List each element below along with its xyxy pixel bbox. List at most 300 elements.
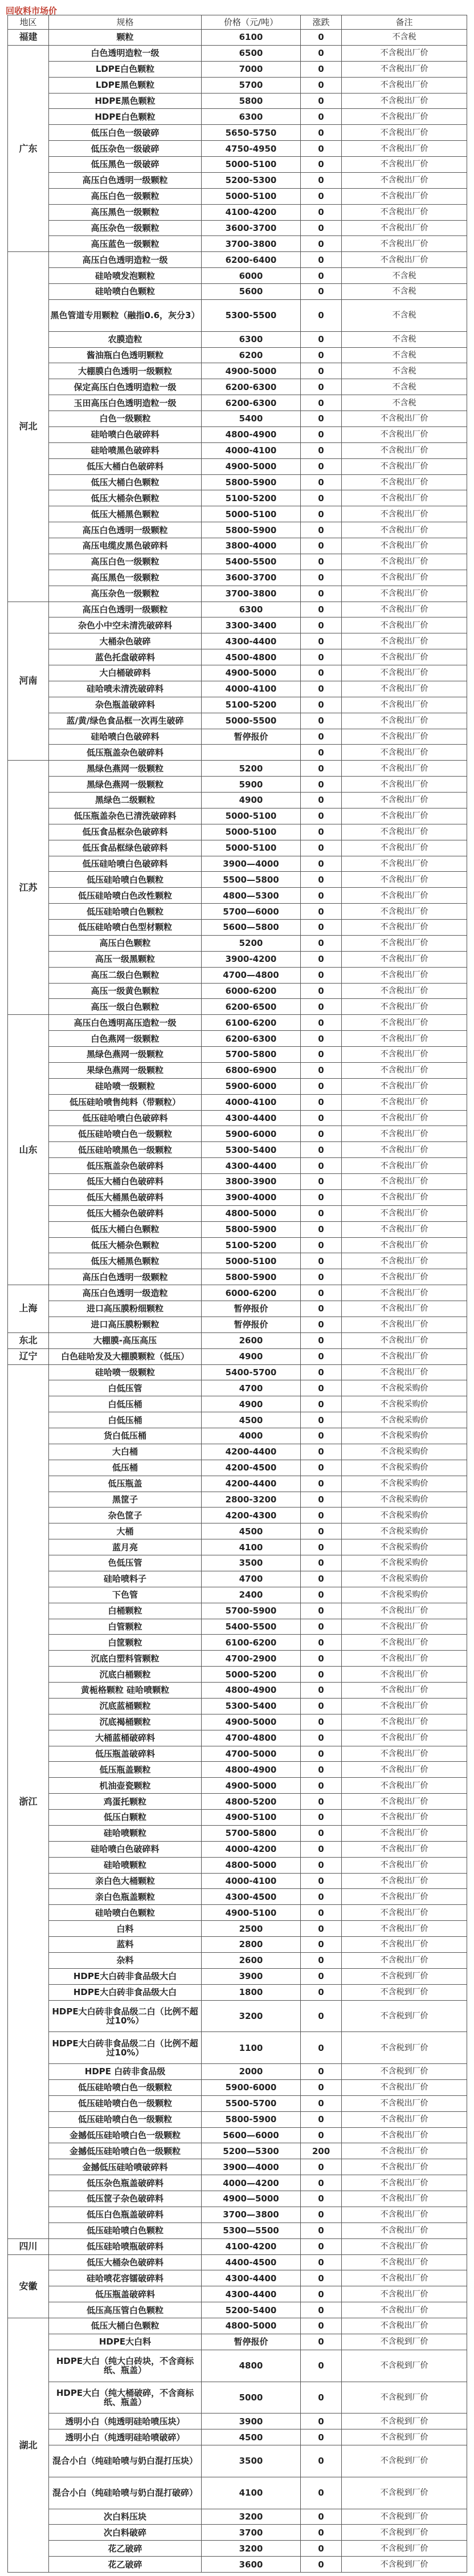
change-cell: 0 xyxy=(301,1746,342,1762)
table-row xyxy=(8,458,467,474)
change-cell: 0 xyxy=(301,1523,342,1539)
price-cell: 4800-4900 xyxy=(202,1762,301,1778)
change-cell: 0 xyxy=(301,1221,342,1237)
price-cell: 6300 xyxy=(202,109,301,125)
spec-cell: 果绿色燕网一级颗粒 xyxy=(49,1062,202,1078)
note-cell: 不含税到厂价 xyxy=(342,2334,467,2350)
spec-cell: 机油壶瓷颗粒 xyxy=(49,1778,202,1794)
table-row xyxy=(8,2127,467,2143)
spec-cell: 低压硅哈喷白色破碎料 xyxy=(49,856,202,872)
change-cell: 0 xyxy=(301,1810,342,1826)
spec-cell: 高压白色透明一级造粒 xyxy=(49,1285,202,1301)
change-cell: 0 xyxy=(301,141,342,157)
price-cell: 5000-5100 xyxy=(202,824,301,840)
table-row xyxy=(8,681,467,697)
table-row xyxy=(8,1921,467,1937)
header-spec: 规格 xyxy=(49,15,202,30)
price-cell: 暂停报价 xyxy=(202,2334,301,2350)
note-cell: 不含税出厂价 xyxy=(342,697,467,713)
note-cell: 不含税采购价 xyxy=(342,1539,467,1555)
spec-cell: 杂色瓶盖破碎料 xyxy=(49,697,202,713)
spec-cell: 黑绿色燕网一级颗粒 xyxy=(49,777,202,793)
spec-cell: 低压杂色一级破碎 xyxy=(49,141,202,157)
spec-cell: 高压电缆皮黑色破碎料 xyxy=(49,538,202,554)
change-cell: 0 xyxy=(301,856,342,872)
price-cell: 3500 xyxy=(202,2445,301,2477)
change-cell: 0 xyxy=(301,1047,342,1063)
change-cell: 0 xyxy=(301,888,342,904)
table-row xyxy=(8,2414,467,2429)
table-row xyxy=(8,1031,467,1047)
note-cell: 不含税出厂价 xyxy=(342,617,467,633)
change-cell: 0 xyxy=(301,1205,342,1221)
spec-cell: 低压瓶盖颗粒 xyxy=(49,1762,202,1778)
table-row xyxy=(8,1380,467,1396)
change-cell: 0 xyxy=(301,1683,342,1699)
note-cell: 不含税出厂价 xyxy=(342,61,467,77)
price-cell: 5900-6000 xyxy=(202,1126,301,1142)
note-cell: 不含税出厂价 xyxy=(342,1730,467,1746)
note-cell: 不含税出厂价 xyxy=(342,2270,467,2286)
table-row xyxy=(8,2541,467,2557)
spec-cell: 低压瓶盖杂色破碎料 xyxy=(49,745,202,761)
price-cell: 4500 xyxy=(202,1523,301,1539)
header-row xyxy=(8,15,467,30)
table-row xyxy=(8,77,467,93)
note-cell: 不含税出厂价 xyxy=(342,411,467,427)
change-cell: 0 xyxy=(301,1889,342,1905)
spec-cell: 次白料破碎 xyxy=(49,2525,202,2541)
spec-cell: HDPE黑色颗粒 xyxy=(49,93,202,109)
note-cell: 不含税出厂价 xyxy=(342,490,467,506)
price-cell: 5500-5700 xyxy=(202,2095,301,2111)
note-cell: 不含税出厂价 xyxy=(342,1794,467,1810)
change-cell: 0 xyxy=(301,1635,342,1651)
spec-cell: 沉底白塑料管颗粒 xyxy=(49,1651,202,1667)
price-cell: 4900 xyxy=(202,793,301,808)
spec-cell: 高压白色透明一级颗粒 xyxy=(49,602,202,617)
note-cell: 不含税出厂价 xyxy=(342,252,467,268)
spec-cell: 色低压管 xyxy=(49,1555,202,1571)
spec-cell: 次白料压块 xyxy=(49,2509,202,2525)
change-cell: 0 xyxy=(301,2064,342,2080)
change-cell: 0 xyxy=(301,808,342,824)
table-row xyxy=(8,506,467,522)
change-cell: 0 xyxy=(301,2079,342,2095)
note-cell: 不含税到厂价 xyxy=(342,2064,467,2080)
note-cell: 不含税出厂价 xyxy=(342,920,467,936)
spec-cell: 农膜造粒 xyxy=(49,331,202,347)
spec-cell: 大桶杂色破碎 xyxy=(49,633,202,649)
table-row xyxy=(8,1905,467,1921)
table-row xyxy=(8,951,467,967)
note-cell: 不含税出厂价 xyxy=(342,2191,467,2207)
price-cell: 6200-6300 xyxy=(202,1031,301,1047)
note-cell: 不含税采购价 xyxy=(342,1476,467,1492)
price-cell: 6500 xyxy=(202,45,301,61)
table-row xyxy=(8,2175,467,2191)
change-cell: 0 xyxy=(301,1444,342,1460)
change-cell: 0 xyxy=(301,1348,342,1364)
note-cell: 不含税出厂价 xyxy=(342,2111,467,2127)
spec-cell: 大棚膜-高压高压 xyxy=(49,1332,202,1348)
table-row xyxy=(8,2143,467,2159)
price-cell: 3700-3800 xyxy=(202,236,301,252)
note-cell: 不含税 xyxy=(342,395,467,411)
price-cell: 5000-5500 xyxy=(202,713,301,729)
change-cell: 0 xyxy=(301,363,342,379)
table-row xyxy=(8,1412,467,1428)
spec-cell: 硅哈喷料子 xyxy=(49,1571,202,1587)
table-row xyxy=(8,761,467,777)
price-cell: 5000-5100 xyxy=(202,188,301,204)
note-cell: 不含税到厂价 xyxy=(342,1984,467,2000)
table-row xyxy=(8,1794,467,1810)
spec-cell: 大白桶 xyxy=(49,1444,202,1460)
note-cell: 不含税出厂价 xyxy=(342,1364,467,1380)
spec-cell: 高压白色透明造粒一级 xyxy=(49,252,202,268)
price-cell: 4000-4100 xyxy=(202,442,301,458)
spec-cell: 低压瓶盖杂色破碎料 xyxy=(49,1158,202,1174)
note-cell: 不含税出厂价 xyxy=(342,1841,467,1857)
table-row xyxy=(8,2207,467,2222)
table-row xyxy=(8,2350,467,2382)
price-cell: 3600 xyxy=(202,2557,301,2573)
spec-cell: 金撼低压硅哈喷白色一级颗粒 xyxy=(49,2127,202,2143)
table-row xyxy=(8,1444,467,1460)
price-cell: 4000-4100 xyxy=(202,1873,301,1889)
table-row xyxy=(8,1158,467,1174)
price-cell: 6000 xyxy=(202,268,301,284)
change-cell: 0 xyxy=(301,204,342,220)
price-cell: 4900—5000 xyxy=(202,2191,301,2207)
note-cell: 不含税出厂价 xyxy=(342,824,467,840)
price-cell: 5400-5500 xyxy=(202,554,301,570)
table-row xyxy=(8,268,467,284)
spec-cell: 高压二级白色颗粒 xyxy=(49,967,202,983)
spec-cell: 低压硅哈喷白色改性颗粒 xyxy=(49,888,202,904)
price-cell: 5100-5200 xyxy=(202,1237,301,1253)
change-cell: 0 xyxy=(301,633,342,649)
note-cell: 不含税出厂价 xyxy=(342,2318,467,2334)
price-cell xyxy=(202,745,301,761)
spec-cell: 沉底蓝桶颗粒 xyxy=(49,1698,202,1714)
price-cell: 6100 xyxy=(202,30,301,46)
price-cell: 5000-5100 xyxy=(202,840,301,856)
price-cell: 5300-5400 xyxy=(202,1698,301,1714)
price-cell: 4300-4400 xyxy=(202,1158,301,1174)
change-cell: 0 xyxy=(301,490,342,506)
change-cell: 0 xyxy=(301,777,342,793)
spec-cell: 低压大桶白色破碎料 xyxy=(49,458,202,474)
spec-cell: 硅哈喷发泡颗粒 xyxy=(49,268,202,284)
price-cell: 6100-6200 xyxy=(202,1635,301,1651)
change-cell: 0 xyxy=(301,2525,342,2541)
table-row xyxy=(8,1189,467,1205)
change-cell: 0 xyxy=(301,1698,342,1714)
table-row xyxy=(8,442,467,458)
change-cell: 0 xyxy=(301,2000,342,2032)
note-cell: 不含税出厂价 xyxy=(342,1158,467,1174)
table-row xyxy=(8,1396,467,1412)
note-cell: 不含税出厂价 xyxy=(342,188,467,204)
price-cell: 7000 xyxy=(202,61,301,77)
price-cell: 2600 xyxy=(202,1332,301,1348)
note-cell: 不含税出厂价 xyxy=(342,1667,467,1683)
table-row xyxy=(8,379,467,395)
price-cell: 2500 xyxy=(202,1921,301,1937)
spec-cell: 低压大桶白色颗粒 xyxy=(49,1221,202,1237)
price-cell: 5700-5800 xyxy=(202,1825,301,1841)
change-cell: 0 xyxy=(301,951,342,967)
change-cell: 0 xyxy=(301,1126,342,1142)
note-cell: 不含税到厂价 xyxy=(342,2557,467,2573)
change-cell: 0 xyxy=(301,1651,342,1667)
note-cell: 不含税到厂价 xyxy=(342,2509,467,2525)
change-cell: 0 xyxy=(301,77,342,93)
price-cell: 6200-6300 xyxy=(202,395,301,411)
note-cell: 不含税出厂价 xyxy=(342,522,467,538)
table-row xyxy=(8,793,467,808)
table-row xyxy=(8,1762,467,1778)
price-cell: 3600-3700 xyxy=(202,570,301,586)
change-cell: 0 xyxy=(301,793,342,808)
spec-cell: 白低压桶 xyxy=(49,1396,202,1412)
price-cell: 4900-5000 xyxy=(202,363,301,379)
spec-cell: 白色一级颗粒 xyxy=(49,411,202,427)
table-row xyxy=(8,967,467,983)
header-price: 价格（元/吨） xyxy=(202,15,301,30)
change-cell: 0 xyxy=(301,125,342,141)
spec-cell: 高压蓝色一级颗粒 xyxy=(49,236,202,252)
change-cell: 0 xyxy=(301,506,342,522)
price-cell: 5900-6000 xyxy=(202,2079,301,2095)
table-caption: 回收料市场价 xyxy=(6,6,58,16)
note-cell: 不含税出厂价 xyxy=(342,93,467,109)
price-cell: 5100-5200 xyxy=(202,697,301,713)
table-row xyxy=(8,2000,467,2032)
table-row xyxy=(8,474,467,490)
change-cell: 0 xyxy=(301,697,342,713)
note-cell: 不含税出厂价 xyxy=(342,793,467,808)
change-cell: 0 xyxy=(301,426,342,442)
spec-cell: 低压瓶盖 xyxy=(49,1476,202,1492)
note-cell: 不含税采购价 xyxy=(342,1412,467,1428)
spec-cell: HDPE 白砖非食品级 xyxy=(49,2064,202,2080)
change-cell: 0 xyxy=(301,458,342,474)
change-cell: 0 xyxy=(301,268,342,284)
region-cell: 江苏 xyxy=(8,761,49,1015)
spec-cell: 低压硅哈喷白色型材颗粒 xyxy=(49,920,202,936)
note-cell: 不含税出厂价 xyxy=(342,1317,467,1332)
change-cell: 0 xyxy=(301,1905,342,1921)
note-cell: 不含税出厂价 xyxy=(342,1237,467,1253)
spec-cell: 白桶颗粒 xyxy=(49,1603,202,1619)
note-cell: 不含税出厂价 xyxy=(342,681,467,697)
note-cell: 不含税出厂价 xyxy=(342,745,467,761)
note-cell: 不含税出厂价 xyxy=(342,888,467,904)
price-cell: 5000-5100 xyxy=(202,157,301,173)
table-row xyxy=(8,538,467,554)
change-cell: 0 xyxy=(301,2414,342,2429)
note-cell: 不含税到厂价 xyxy=(342,2032,467,2064)
note-cell: 不含税出厂价 xyxy=(342,2079,467,2095)
price-cell: 4800-5000 xyxy=(202,1857,301,1873)
note-cell: 不含税出厂价 xyxy=(342,1762,467,1778)
price-cell: 3600-3700 xyxy=(202,220,301,236)
note-cell: 不含税出厂价 xyxy=(342,665,467,681)
spec-cell: 高压白色透明高压造粒一级 xyxy=(49,1015,202,1031)
spec-cell: 低压筐子杂色破碎料 xyxy=(49,2191,202,2207)
note-cell: 不含税出厂价 xyxy=(342,967,467,983)
table-row xyxy=(8,157,467,173)
price-cell: 4700-2900 xyxy=(202,1651,301,1667)
price-cell: 4900-5100 xyxy=(202,1905,301,1921)
note-cell: 不含税出厂价 xyxy=(342,1651,467,1667)
spec-cell: 大白桶破碎料 xyxy=(49,665,202,681)
spec-cell: 低压桶 xyxy=(49,1460,202,1476)
table-row xyxy=(8,411,467,427)
spec-cell: 黄栀格颗粒 硅哈喷颗粒 xyxy=(49,1683,202,1699)
spec-cell: 大棚膜白色透明一级颗粒 xyxy=(49,363,202,379)
spec-cell: 白色燕网一级颗粒 xyxy=(49,1031,202,1047)
table-row xyxy=(8,2525,467,2541)
price-cell: 4400-4500 xyxy=(202,2254,301,2270)
table-row xyxy=(8,745,467,761)
change-cell: 0 xyxy=(301,1952,342,1968)
change-cell: 0 xyxy=(301,1189,342,1205)
table-row xyxy=(8,1492,467,1508)
price-cell: 4900-5000 xyxy=(202,665,301,681)
table-row xyxy=(8,2382,467,2414)
note-cell: 不含税出厂价 xyxy=(342,1205,467,1221)
note-cell: 不含税出厂价 xyxy=(342,1905,467,1921)
spec-cell: 蓝色托盘破碎料 xyxy=(49,649,202,665)
change-cell: 0 xyxy=(301,2509,342,2525)
change-cell: 0 xyxy=(301,904,342,920)
change-cell: 0 xyxy=(301,1062,342,1078)
price-cell: 5000-5100 xyxy=(202,808,301,824)
note-cell: 不含税 xyxy=(342,299,467,331)
spec-cell: 大桶 xyxy=(49,1523,202,1539)
price-cell: 4800-5000 xyxy=(202,2318,301,2334)
spec-cell: 硅哈喷一级颗粒 xyxy=(49,1364,202,1380)
change-cell: 0 xyxy=(301,538,342,554)
note-cell: 不含税出厂价 xyxy=(342,840,467,856)
spec-cell: 硅哈喷花容镭破碎料 xyxy=(49,2270,202,2286)
price-cell: 4800-4900 xyxy=(202,426,301,442)
note-cell: 不含税出厂价 xyxy=(342,77,467,93)
note-cell: 不含税出厂价 xyxy=(342,1683,467,1699)
spec-cell: LDPE白色颗粒 xyxy=(49,61,202,77)
price-cell: 4200-4400 xyxy=(202,1476,301,1492)
change-cell: 0 xyxy=(301,1301,342,1317)
spec-cell: 低压瓶盖破碎料 xyxy=(49,1746,202,1762)
table-row xyxy=(8,2429,467,2445)
price-cell: 2800-3200 xyxy=(202,1492,301,1508)
note-cell: 不含税到厂价 xyxy=(342,2350,467,2382)
spec-cell: 金撼低压硅哈喷白色一级颗粒 xyxy=(49,2143,202,2159)
table-row xyxy=(8,1317,467,1332)
table-row xyxy=(8,236,467,252)
note-cell: 不含税出厂价 xyxy=(342,904,467,920)
spec-cell: 低压硅哈喷白色颗粒 xyxy=(49,904,202,920)
note-cell: 不含税出厂价 xyxy=(342,236,467,252)
price-cell: 5300—5500 xyxy=(202,2222,301,2238)
table-row xyxy=(8,1587,467,1603)
spec-cell: 混合小白（纯硅哈喷与奶白混打压块） xyxy=(49,2445,202,2477)
table-row xyxy=(8,1253,467,1269)
note-cell: 不含税 xyxy=(342,379,467,395)
spec-cell: 花乙破碎 xyxy=(49,2557,202,2573)
price-cell: 6200-6500 xyxy=(202,999,301,1015)
note-cell: 不含税出厂价 xyxy=(342,1952,467,1968)
price-cell: 5600 xyxy=(202,284,301,300)
table-row xyxy=(8,2254,467,2270)
spec-cell: 白筐颗粒 xyxy=(49,1635,202,1651)
price-cell: 5800-5900 xyxy=(202,474,301,490)
note-cell: 不含税 xyxy=(342,268,467,284)
table-row xyxy=(8,1078,467,1094)
header-note: 备注 xyxy=(342,15,467,30)
price-cell: 6200-6400 xyxy=(202,252,301,268)
change-cell: 0 xyxy=(301,2238,342,2254)
table-row xyxy=(8,1698,467,1714)
price-cell: 5200-5400 xyxy=(202,2302,301,2318)
spec-cell: 蓝/黄/绿色食品框一次再生破碎 xyxy=(49,713,202,729)
spec-cell: 低压食品框杂色破碎料 xyxy=(49,824,202,840)
note-cell: 不含税出厂价 xyxy=(342,570,467,586)
spec-cell: HDPE大白（纯大桶破碎，不含商标纸、瓶盖） xyxy=(49,2382,202,2414)
price-cell: 3200 xyxy=(202,2000,301,2032)
note-cell: 不含税到厂价 xyxy=(342,2414,467,2429)
table-row xyxy=(8,109,467,125)
change-cell: 0 xyxy=(301,2270,342,2286)
note-cell: 不含税出厂价 xyxy=(342,1110,467,1126)
spec-cell: 硅哈喷白色颗粒 xyxy=(49,284,202,300)
table-row xyxy=(8,252,467,268)
price-cell: 3200 xyxy=(202,2509,301,2525)
region-cell: 湖北 xyxy=(8,2318,49,2573)
note-cell: 不含税出厂价 xyxy=(342,1603,467,1619)
price-cell: 5000-5100 xyxy=(202,1253,301,1269)
price-cell: 6200-6300 xyxy=(202,379,301,395)
table-row xyxy=(8,713,467,729)
note-cell: 不含税采购价 xyxy=(342,1380,467,1396)
change-cell: 0 xyxy=(301,474,342,490)
table-row xyxy=(8,1062,467,1078)
note-cell: 不含税出厂价 xyxy=(342,1746,467,1762)
price-cell: 4900-5100 xyxy=(202,1810,301,1826)
spec-cell: HDPE大白砖非食品级二白（比例不超过10%） xyxy=(49,2032,202,2064)
table-row xyxy=(8,1269,467,1285)
price-cell: 3500 xyxy=(202,1555,301,1571)
change-cell: 0 xyxy=(301,681,342,697)
change-cell: 0 xyxy=(301,1412,342,1428)
spec-cell: 亲白色瓶盖颗粒 xyxy=(49,1889,202,1905)
change-cell: 0 xyxy=(301,2095,342,2111)
change-cell: 0 xyxy=(301,1794,342,1810)
table-row xyxy=(8,554,467,570)
table-row xyxy=(8,2064,467,2080)
price-cell: 4200-4300 xyxy=(202,1508,301,1523)
change-cell: 0 xyxy=(301,1396,342,1412)
table-row xyxy=(8,983,467,999)
spec-cell: 亲白色大桶颗粒 xyxy=(49,1873,202,1889)
spec-cell: 低压硅哈喷白色破碎料 xyxy=(49,1110,202,1126)
table-row xyxy=(8,299,467,331)
spec-cell: HDPE白色颗粒 xyxy=(49,109,202,125)
